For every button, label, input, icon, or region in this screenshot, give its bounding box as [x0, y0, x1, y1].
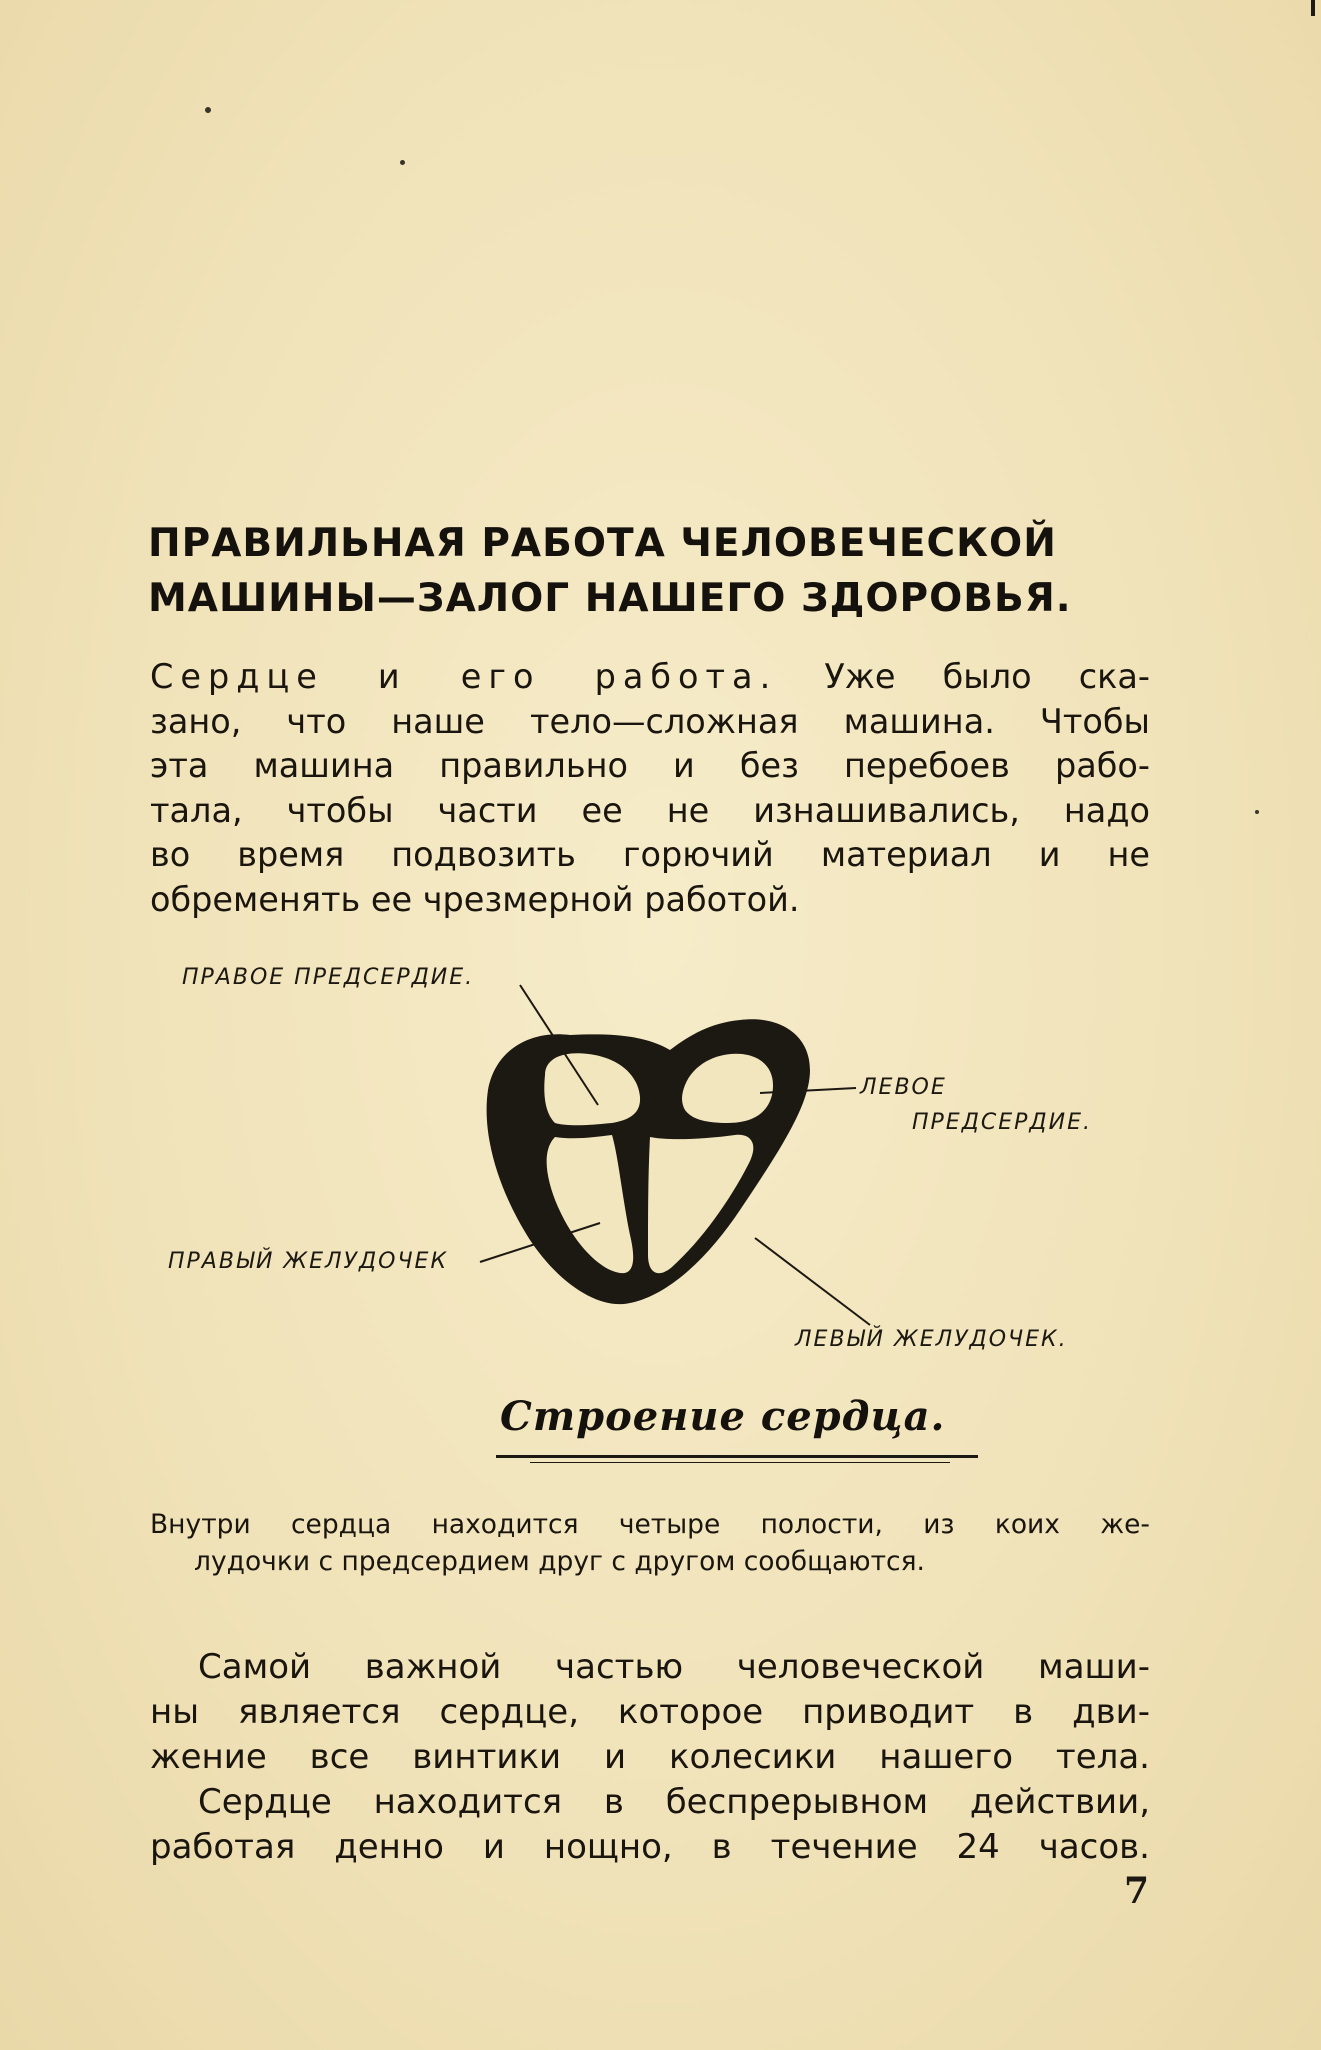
paragraph-lead-in: Сердце и его работа. [150, 657, 778, 696]
ink-speck [400, 160, 405, 165]
heart-paragraph [150, 1645, 1150, 1870]
label-left-atrium-2: ПРЕДСЕРДИЕ. [912, 1110, 1092, 1135]
figure-title-underline [496, 1455, 978, 1458]
label-right-atrium: ПРАВОЕ ПРЕДСЕРДИЕ. [182, 965, 475, 990]
label-right-ventricle: ПРАВЫЙ ЖЕЛУДОЧЕК [168, 1249, 449, 1274]
page-edge-mark [1311, 0, 1315, 16]
paragraph-line-rest: Уже было ска- [824, 657, 1150, 696]
leader-left-ventricle [755, 1238, 870, 1325]
paragraph-line: во время подвозить горючий материал и не [150, 835, 1150, 874]
paragraph-line: тала, чтобы части ее не изнашивались, надо [150, 790, 1150, 830]
paragraph-line: зано, что наше тело—сложная машина. Чтобы [150, 701, 1150, 741]
caption-line: лудочки с предсердием друг с другом сообщаются. [194, 1546, 925, 1577]
heart-diagram [150, 955, 1150, 1352]
paragraph-line: обременять ее чрезмерной работой. [150, 879, 800, 919]
ink-speck [1255, 810, 1259, 814]
paragraph-line [150, 655, 1150, 700]
paragraph-line: ны является сердце, которое приводит в дви- [150, 1692, 1150, 1732]
heart-drawing [150, 955, 1150, 1345]
paragraph-line: жение все винтики и колесики нашего тела. [150, 1737, 1150, 1777]
label-left-atrium-1: ЛЕВОЕ [860, 1075, 947, 1100]
paragraph-line: Самой важной частью человеческой маши- [198, 1647, 1150, 1687]
section-heading-line-1: ПРАВИЛЬНАЯ РАБОТА ЧЕЛОВЕЧЕСКОЙ [148, 521, 1057, 566]
ink-speck [205, 107, 211, 113]
paragraph-line: работая денно и нощно, в течение 24 часов. [150, 1827, 1150, 1867]
section-heading-line-2: МАШИНЫ—ЗАЛОГ НАШЕГО ЗДОРОВЬЯ. [148, 576, 1072, 621]
caption-line: Внутри сердца находится четыре полости, из коих же- [150, 1509, 1150, 1540]
page-number: 7 [1124, 1870, 1150, 1912]
paragraph-line: эта машина правильно и без перебоев рабо- [150, 746, 1150, 785]
intro-paragraph [150, 655, 1150, 922]
label-left-ventricle: ЛЕВЫЙ ЖЕЛУДОЧЕК. [795, 1327, 1068, 1352]
figure-title: Строение сердца. [500, 1393, 946, 1440]
figure-title-underline-thin [530, 1462, 950, 1463]
paragraph-line: Сердце находится в беспрерывном действии, [198, 1782, 1150, 1822]
figure-caption [150, 1506, 1150, 1580]
